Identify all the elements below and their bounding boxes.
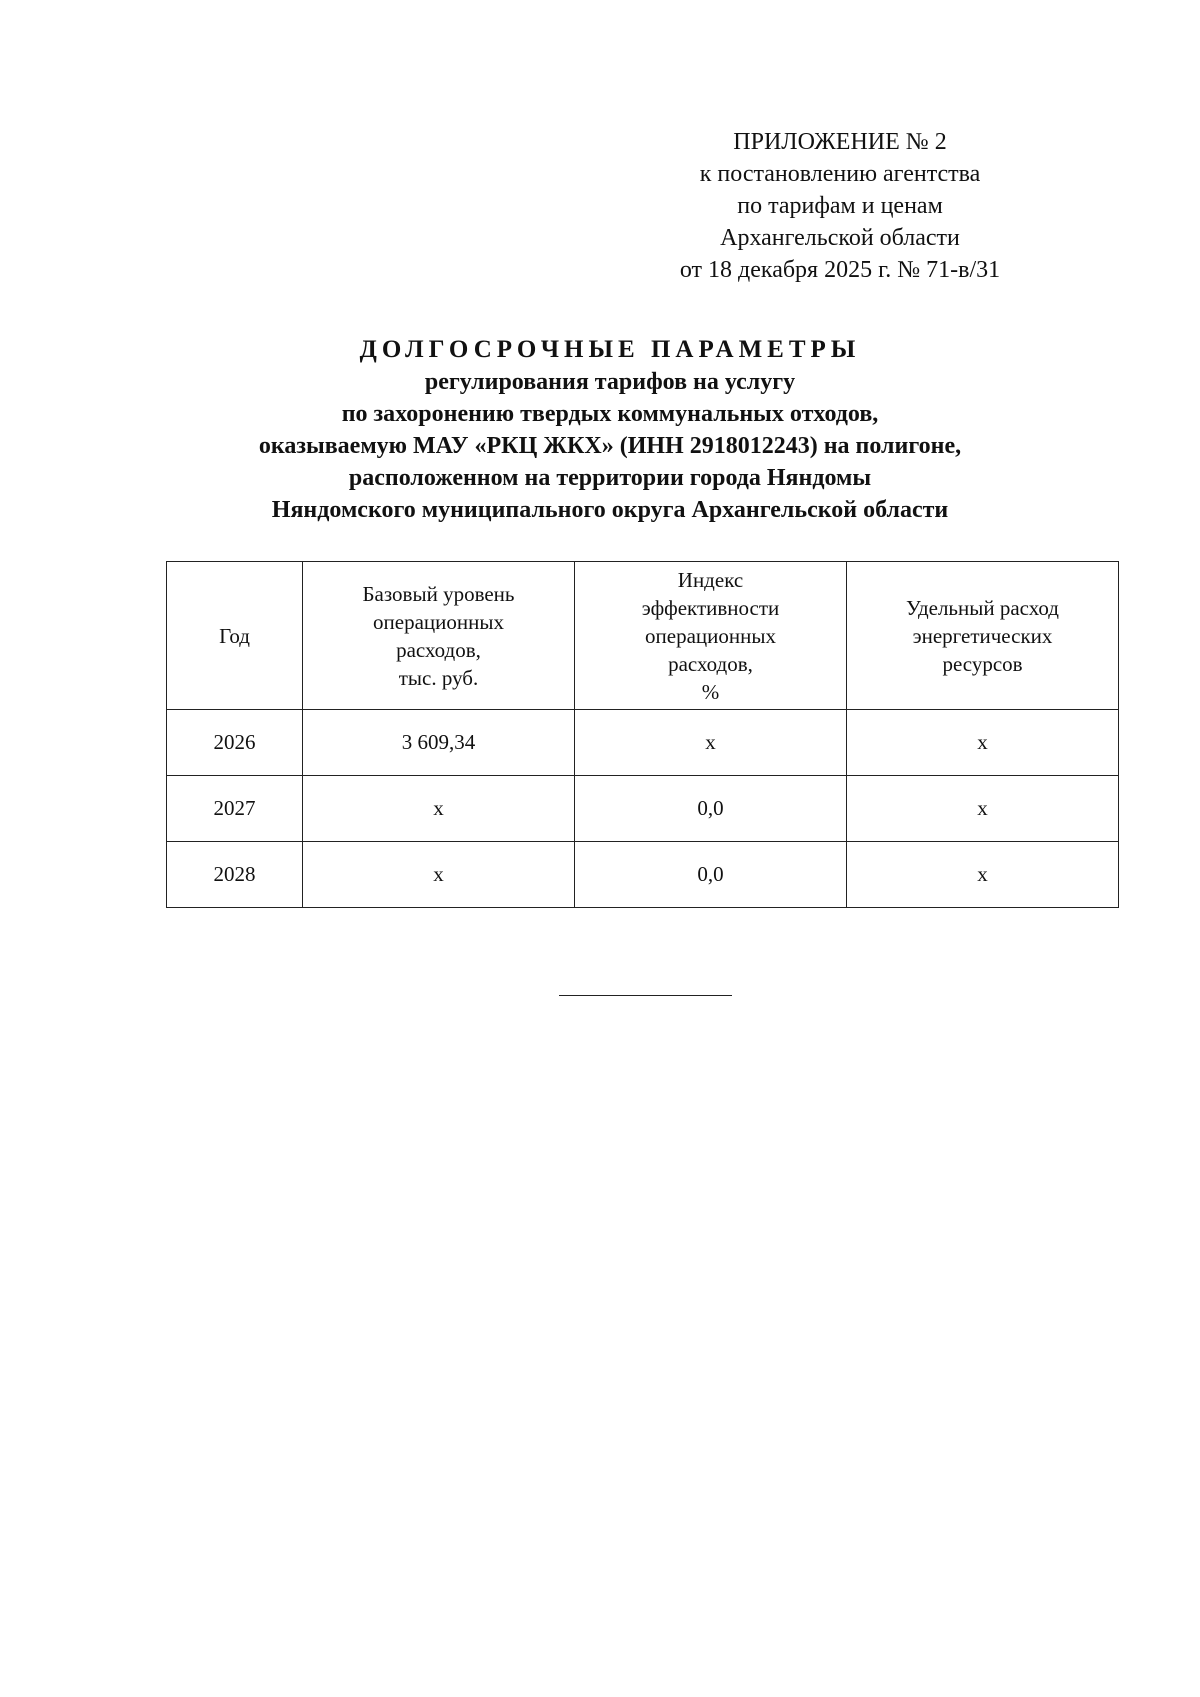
header-year: Год <box>167 562 303 710</box>
table-header-row <box>167 562 1119 710</box>
appendix-date-number: от 18 декабря 2025 г. № 71-в/31 <box>679 257 1001 283</box>
cell-efficiency-index: 0,0 <box>575 776 847 842</box>
cell-energy-consumption: х <box>847 776 1119 842</box>
appendix-number: ПРИЛОЖЕНИЕ № 2 <box>733 129 947 155</box>
appendix-ref-line: по тарифам и ценам <box>737 193 943 219</box>
header-energy-consumption: Удельный расход энергетических ресурсов <box>847 562 1119 710</box>
parameters-table <box>166 561 1119 908</box>
title-heading: ДОЛГОСРОЧНЫЕ ПАРАМЕТРЫ <box>359 336 861 363</box>
cell-year: 2027 <box>167 776 303 842</box>
appendix-ref-line: Архангельской области <box>720 225 960 251</box>
appendix-ref-line: к постановлению агентства <box>699 161 981 187</box>
title-line: расположенном на территории города Няндомы <box>348 465 872 491</box>
cell-base-opex: х <box>303 842 575 908</box>
table-row <box>167 842 1119 908</box>
cell-base-opex: х <box>303 776 575 842</box>
header-base-opex: Базовый уровень операционных расходов, тыс. руб. <box>303 562 575 710</box>
title-line: оказываемую МАУ «РКЦ ЖКХ» (ИНН 2918012243) на полигоне, <box>258 433 962 459</box>
title-line: регулирования тарифов на услугу <box>424 369 796 395</box>
cell-base-opex: 3 609,34 <box>303 710 575 776</box>
cell-energy-consumption: х <box>847 710 1119 776</box>
cell-efficiency-index: 0,0 <box>575 842 847 908</box>
table-row <box>167 776 1119 842</box>
table-row <box>167 710 1119 776</box>
appendix-block <box>640 126 1040 286</box>
cell-energy-consumption: х <box>847 842 1119 908</box>
title-line: по захоронению твердых коммунальных отходов, <box>341 401 879 427</box>
document-title <box>160 334 1060 526</box>
cell-year: 2026 <box>167 710 303 776</box>
cell-efficiency-index: х <box>575 710 847 776</box>
title-line: Няндомского муниципального округа Архангельской области <box>271 497 949 523</box>
header-efficiency-index: Индекс эффективности операционных расходов, % <box>575 562 847 710</box>
end-divider <box>559 995 732 996</box>
cell-year: 2028 <box>167 842 303 908</box>
